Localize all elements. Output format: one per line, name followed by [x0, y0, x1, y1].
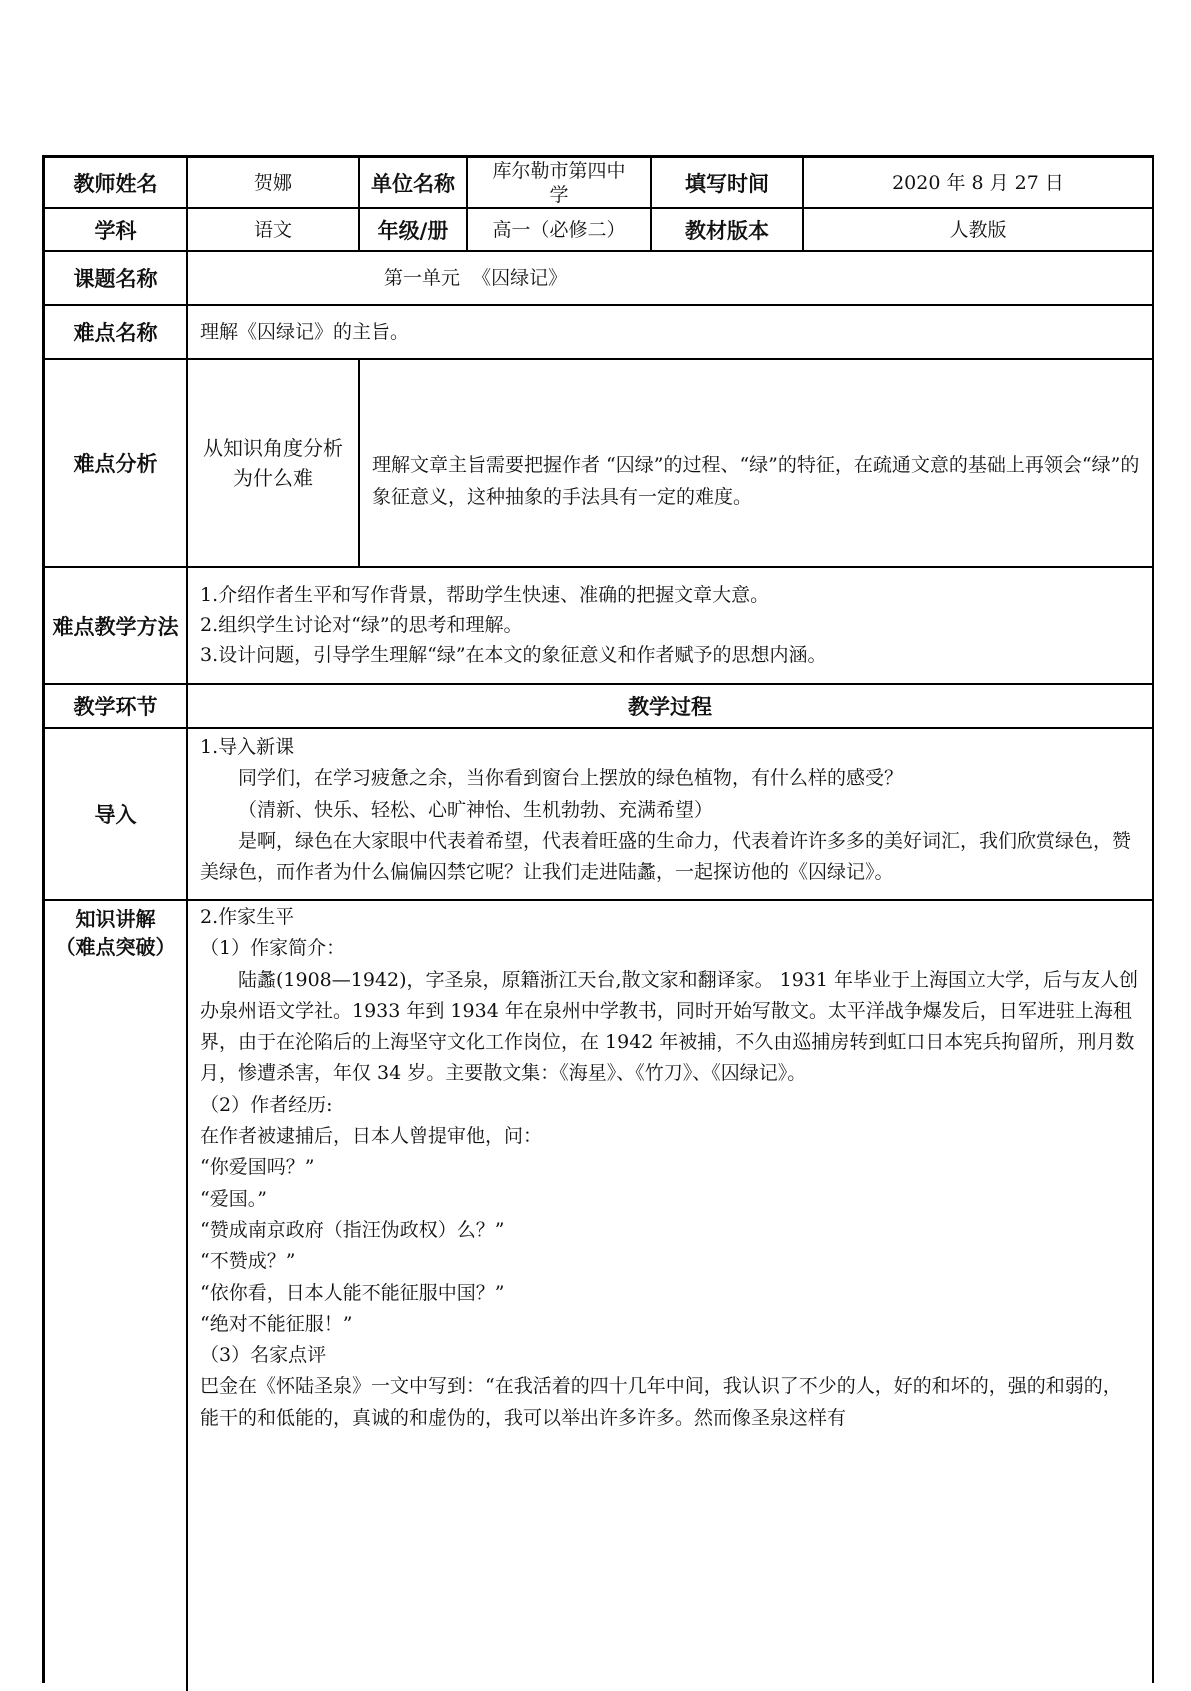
knowledge-label-line2: （难点突破）	[55, 935, 176, 959]
knowledge-line: “依你看，日本人能不能征服中国？”	[200, 1281, 505, 1304]
knowledge-line: “绝对不能征服！”	[200, 1312, 353, 1335]
intro-content	[186, 729, 1152, 899]
unit-label: 单位名称	[358, 158, 466, 207]
intro-line: （清新、快乐、轻松、心旷神怡、生机勃勃、充满希望）	[238, 798, 714, 821]
date-label: 填写时间	[650, 158, 802, 207]
knowledge-line: “你爱国吗？”	[200, 1156, 315, 1179]
date-value: 2020 年 8 月 27 日	[802, 158, 1152, 207]
knowledge-row	[45, 901, 1152, 1691]
intro-line: 1.导入新课	[200, 736, 295, 758]
header-row-1	[45, 158, 1152, 209]
knowledge-line: （3）名家点评	[200, 1344, 327, 1367]
step-header: 教学环节	[73, 695, 158, 719]
methods-row	[45, 568, 1152, 685]
knowledge-line: （2）作者经历:	[200, 1093, 333, 1116]
knowledge-line: 2.作家生平	[200, 906, 295, 928]
method-item: 3.设计问题，引导学生理解“绿”在本文的象征意义和作者赋予的思想内涵。	[200, 644, 827, 666]
intro-row	[45, 729, 1152, 901]
method-item: 2.组织学生讨论对“绿”的思考和理解。	[200, 614, 523, 636]
method-item: 1.介绍作者生平和写作背景，帮助学生快速、准确的把握文章大意。	[200, 584, 770, 606]
analysis-sub-label: 从知识角度分析为什么难	[186, 360, 358, 566]
topic-row	[45, 252, 1152, 306]
knowledge-line: “不赞成？”	[200, 1250, 296, 1273]
analysis-text: 理解文章主旨需要把握作者 “囚绿”的过程、“绿”的特征，在疏通文意的基础上再领会“绿”的象征意义，这种抽象的手法具有一定的难度。	[358, 360, 1152, 566]
difficulty-label: 难点名称	[73, 321, 158, 345]
knowledge-line: “赞成南京政府（指汪伪政权）么？”	[200, 1218, 505, 1241]
difficulty-value: 理解《囚绿记》的主旨。	[186, 306, 1152, 358]
teacher-value: 贺娜	[186, 158, 358, 207]
knowledge-line: 在作者被逮捕后，日本人曾提审他，问：	[200, 1125, 543, 1148]
topic-value: 第一单元 《囚绿记》	[186, 252, 1152, 304]
knowledge-line: （1）作家简介：	[200, 937, 346, 960]
grade-label: 年级/册	[358, 209, 466, 250]
teacher-label: 教师姓名	[73, 171, 158, 196]
knowledge-line: 巴金在《怀陆圣泉》一文中写到：“在我活着的四十几年中间，我认识了不少的人，好的和坏的，强的和弱的，能干的和低能的，真诚的和虚伪的，我可以举出许多许多。然而像圣泉这样有	[200, 1375, 1122, 1429]
lesson-plan-table	[42, 155, 1154, 1683]
process-header: 教学过程	[186, 685, 1152, 727]
topic-label: 课题名称	[73, 267, 158, 291]
analysis-label: 难点分析	[73, 452, 158, 476]
grade-value: 高一（必修二）	[466, 209, 650, 250]
intro-label: 导入	[94, 803, 137, 827]
subject-value: 语文	[186, 209, 358, 250]
header-row-2	[45, 209, 1152, 252]
process-header-row	[45, 685, 1152, 729]
intro-line: 是啊，绿色在大家眼中代表着希望，代表着旺盛的生命力，代表着许许多多的美好词汇，我们欣赏绿色，赞美绿色，而作者为什么偏偏囚禁它呢？让我们走进陆蠡，一起探访他的《囚绿记》。	[200, 829, 1132, 884]
intro-line: 同学们，在学习疲惫之余，当你看到窗台上摆放的绿色植物，有什么样的感受？	[238, 767, 904, 790]
methods-label: 难点教学方法	[52, 614, 179, 639]
knowledge-label	[45, 901, 186, 1691]
methods-list	[186, 568, 1152, 683]
analysis-row	[45, 360, 1152, 568]
unit-value: 库尔勒市第四中学	[466, 158, 650, 207]
edition-label: 教材版本	[650, 209, 802, 250]
difficulty-row	[45, 306, 1152, 360]
knowledge-line: 陆蠡(1908—1942)，字圣泉，原籍浙江天台,散文家和翻译家。 1931 年毕业于上海国立大学，后与友人创办泉州语文学社。1933 年到 1934 年在泉州中学教书，同时开始写散文。太平洋战争爆发后，日军进驻上海租界，由于在沦陷后的上海坚守文化工作岗位，在 1942 年被捕，不久由巡捕房转到虹口日本宪兵拘留所，刑月数月，惨遭杀害，年仅 34 岁。主要散文集：《海星》、《竹刀》、《囚绿记》。	[200, 968, 1139, 1085]
knowledge-label-line1: 知识讲解	[75, 907, 156, 931]
subject-label: 学科	[94, 218, 137, 243]
knowledge-line: “爱国。”	[200, 1187, 267, 1210]
edition-value: 人教版	[802, 209, 1152, 250]
knowledge-content	[186, 901, 1152, 1691]
